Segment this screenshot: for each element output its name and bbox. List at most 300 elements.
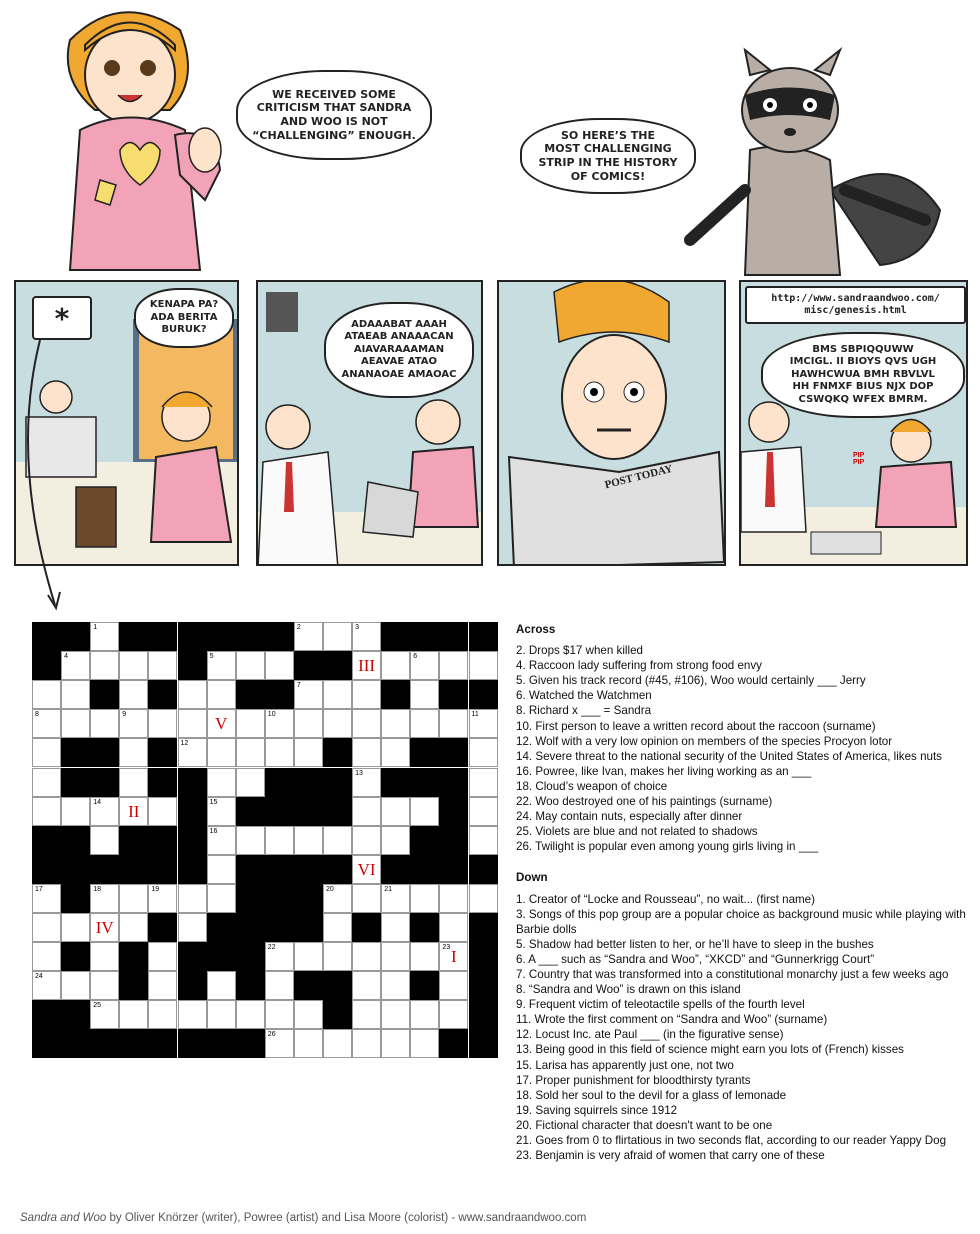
grid-cell[interactable] <box>469 709 498 738</box>
down-clue: 7. Country that was transformed into a constitutional monarchy just a few weeks ago <box>516 967 949 981</box>
grid-cell[interactable] <box>469 768 498 797</box>
sandra-speech-bubble: WE RECEIVED SOME CRITICISM THAT SANDRA AND WOO IS NOT “CHALLENGING” ENOUGH. <box>236 70 432 160</box>
grid-cell[interactable] <box>323 680 352 709</box>
across-clue: 14. Severe threat to the national security of the United States of America, likes nuts <box>516 749 942 763</box>
grid-cell[interactable] <box>381 826 410 855</box>
grid-block <box>119 1029 148 1058</box>
panel-2 <box>256 280 483 566</box>
grid-cell[interactable] <box>61 651 90 680</box>
grid-cell[interactable] <box>265 1000 294 1029</box>
grid-cell[interactable] <box>352 622 381 651</box>
grid-cell[interactable] <box>352 884 381 913</box>
grid-block <box>178 622 207 651</box>
clue-number: 9 <box>122 711 127 719</box>
grid-cell[interactable] <box>119 680 148 709</box>
grid-cell[interactable] <box>178 709 207 738</box>
grid-cell[interactable] <box>352 680 381 709</box>
grid-cell[interactable] <box>119 768 148 797</box>
grid-cell[interactable] <box>265 1029 294 1058</box>
across-clue: 5. Given his track record (#45, #106), Woo would certainly ___ Jerry <box>516 674 866 688</box>
grid-block <box>352 913 381 942</box>
clue-number: 20 <box>326 885 334 893</box>
grid-cell[interactable] <box>439 942 468 971</box>
grid-cell[interactable] <box>323 1029 352 1058</box>
grid-cell[interactable] <box>119 651 148 680</box>
grid-block <box>61 855 90 884</box>
woo-figure <box>690 50 940 275</box>
grid-cell[interactable] <box>236 1000 265 1029</box>
grid-cell[interactable] <box>178 680 207 709</box>
down-clue: 1. Creator of “Locke and Rousseau”, no wait... (first name) <box>516 892 815 906</box>
grid-cell[interactable] <box>410 797 439 826</box>
grid-block <box>119 942 148 971</box>
grid-cell[interactable] <box>119 1000 148 1029</box>
grid-cell[interactable] <box>469 651 498 680</box>
across-clue: 6. Watched the Watchmen <box>516 689 652 703</box>
grid-cell[interactable] <box>236 768 265 797</box>
grid-cell[interactable] <box>265 738 294 767</box>
grid-cell[interactable] <box>207 768 236 797</box>
grid-cell[interactable] <box>178 1000 207 1029</box>
grid-block <box>148 622 177 651</box>
grid-block <box>410 768 439 797</box>
grid-block <box>61 826 90 855</box>
panel-3 <box>497 280 726 566</box>
grid-block <box>178 797 207 826</box>
grid-cell[interactable] <box>90 1000 119 1029</box>
grid-cell[interactable] <box>61 971 90 1000</box>
clue-number: 5 <box>209 653 214 661</box>
grid-cell[interactable] <box>207 884 236 913</box>
down-clue: 8. “Sandra and Woo” is drawn on this island <box>516 983 741 997</box>
grid-cell[interactable] <box>439 884 468 913</box>
panel-2-bubble: ADAAABAT AAAH ATAEAB ANAAACAN AIAVARAAAMAN AEAVAE ATAO ANANAOAE AMAOAC <box>324 302 474 398</box>
across-clue: 12. Wolf with a very low opinion on members of the species Procyon lotor <box>516 734 893 748</box>
grid-cell[interactable] <box>410 680 439 709</box>
grid-cell[interactable] <box>207 709 236 738</box>
grid-cell[interactable] <box>439 1000 468 1029</box>
grid-cell[interactable] <box>90 942 119 971</box>
across-clue: 10. First person to leave a written record about the raccoon (surname) <box>516 719 876 733</box>
grid-block <box>119 971 148 1000</box>
grid-cell[interactable] <box>90 971 119 1000</box>
grid-block <box>32 855 61 884</box>
grid-cell[interactable] <box>61 913 90 942</box>
grid-block <box>178 1029 207 1058</box>
panel-1-bubble: KENAPA PA? ADA BERITA BURUK? <box>134 288 234 348</box>
grid-block <box>207 942 236 971</box>
grid-block <box>265 622 294 651</box>
grid-cell[interactable] <box>148 884 177 913</box>
across-heading: Across <box>516 623 556 636</box>
credit-line <box>20 1212 586 1224</box>
sandra-figure <box>68 12 221 270</box>
grid-cell[interactable] <box>32 768 61 797</box>
solution-marker: VI <box>357 859 376 879</box>
clue-number: 24 <box>35 973 43 981</box>
panel-4 <box>739 280 968 566</box>
grid-cell[interactable] <box>148 971 177 1000</box>
grid-cell[interactable] <box>207 855 236 884</box>
down-clue: 18. Sold her soul to the devil for a glass of lemonade <box>516 1088 787 1102</box>
grid-cell[interactable] <box>352 651 381 680</box>
grid-block <box>265 913 294 942</box>
grid-cell[interactable] <box>469 738 498 767</box>
solution-marker: IV <box>95 918 114 937</box>
grid-cell[interactable] <box>294 1000 323 1029</box>
grid-cell[interactable] <box>381 738 410 767</box>
grid-cell[interactable] <box>32 913 61 942</box>
grid-cell[interactable] <box>32 797 61 826</box>
grid-cell[interactable] <box>90 797 119 826</box>
grid-block <box>410 971 439 1000</box>
grid-cell[interactable] <box>119 884 148 913</box>
grid-cell[interactable] <box>410 651 439 680</box>
grid-block <box>469 1029 498 1058</box>
grid-cell[interactable] <box>178 884 207 913</box>
grid-block <box>61 1029 90 1058</box>
grid-cell[interactable] <box>352 797 381 826</box>
grid-cell[interactable] <box>352 855 381 884</box>
grid-cell[interactable] <box>469 797 498 826</box>
grid-cell[interactable] <box>61 709 90 738</box>
clue-number: 14 <box>93 798 101 806</box>
across-clues <box>516 643 966 854</box>
grid-cell[interactable] <box>207 797 236 826</box>
grid-block <box>178 768 207 797</box>
grid-cell[interactable] <box>294 942 323 971</box>
clue-number: 22 <box>267 944 276 952</box>
grid-block <box>469 680 498 709</box>
grid-cell[interactable] <box>439 913 468 942</box>
grid-cell[interactable] <box>236 709 265 738</box>
grid-block <box>148 1029 177 1058</box>
clue-number: 16 <box>209 827 218 835</box>
grid-cell[interactable] <box>323 942 352 971</box>
grid-cell[interactable] <box>323 709 352 738</box>
clue-number: 12 <box>180 740 189 748</box>
asterisk-sign: * <box>32 296 92 340</box>
grid-cell[interactable] <box>381 942 410 971</box>
clue-number: 19 <box>151 885 160 893</box>
grid-cell[interactable] <box>410 884 439 913</box>
down-clue: 11. Wrote the first comment on “Sandra and Woo” (surname) <box>516 1013 828 1027</box>
grid-cell[interactable] <box>352 738 381 767</box>
comic-strip <box>0 0 980 600</box>
grid-cell[interactable] <box>207 738 236 767</box>
clue-number: 2 <box>296 624 301 631</box>
grid-cell[interactable] <box>90 651 119 680</box>
grid-cell[interactable] <box>410 1029 439 1058</box>
grid-block <box>148 826 177 855</box>
grid-cell[interactable] <box>207 826 236 855</box>
down-clue: 5. Shadow had better listen to her, or he’ll have to sleep in the bushes <box>516 937 874 951</box>
crossword-grid[interactable] <box>32 622 498 1057</box>
grid-cell[interactable] <box>410 942 439 971</box>
grid-block <box>323 797 352 826</box>
across-clue: 2. Drops $17 when killed <box>516 644 643 658</box>
grid-block <box>32 1029 61 1058</box>
grid-block <box>148 913 177 942</box>
grid-cell[interactable] <box>323 622 352 651</box>
grid-block <box>236 1029 265 1058</box>
grid-cell[interactable] <box>148 709 177 738</box>
grid-cell[interactable] <box>352 1000 381 1029</box>
down-clue: 15. Larisa has apparently just one, not two <box>516 1058 734 1072</box>
grid-cell[interactable] <box>119 913 148 942</box>
down-clue: 9. Frequent victim of teleotactile spells of the fourth level <box>516 998 805 1012</box>
grid-cell[interactable] <box>469 826 498 855</box>
grid-cell[interactable] <box>119 797 148 826</box>
clue-number: 17 <box>35 885 43 893</box>
grid-cell[interactable] <box>352 826 381 855</box>
grid-block <box>148 855 177 884</box>
grid-cell[interactable] <box>294 709 323 738</box>
grid-cell[interactable] <box>148 1000 177 1029</box>
grid-cell[interactable] <box>381 913 410 942</box>
grid-block <box>32 826 61 855</box>
grid-block <box>323 971 352 1000</box>
clue-number: 10 <box>267 711 276 719</box>
grid-block <box>439 826 468 855</box>
grid-block <box>148 680 177 709</box>
grid-cell[interactable] <box>381 884 410 913</box>
grid-block <box>323 768 352 797</box>
clue-number: 3 <box>355 624 359 631</box>
grid-cell[interactable] <box>410 1000 439 1029</box>
across-clue: 24. May contain nuts, especially after dinner <box>516 810 743 824</box>
grid-cell[interactable] <box>294 826 323 855</box>
grid-cell[interactable] <box>90 709 119 738</box>
grid-block <box>90 738 119 767</box>
grid-block <box>381 680 410 709</box>
down-clue: 19. Saving squirrels since 1912 <box>516 1103 678 1117</box>
grid-block <box>323 738 352 767</box>
grid-cell[interactable] <box>61 797 90 826</box>
grid-cell[interactable] <box>352 709 381 738</box>
credit-text: by Oliver Knörzer (writer), Powree (artist) and Lisa Moore (colorist) - www.sandraandwoo.com <box>106 1212 587 1224</box>
grid-block <box>294 797 323 826</box>
grid-block <box>381 855 410 884</box>
clue-number: 23 <box>442 944 451 952</box>
grid-cell[interactable] <box>236 651 265 680</box>
grid-block <box>439 797 468 826</box>
grid-cell[interactable] <box>236 826 265 855</box>
grid-block <box>323 855 352 884</box>
down-clue: 17. Proper punishment for bloodthirsty tyrants <box>516 1073 751 1087</box>
grid-block <box>439 1029 468 1058</box>
grid-block <box>381 622 410 651</box>
grid-block <box>207 622 236 651</box>
grid-block <box>294 651 323 680</box>
clue-number: 18 <box>93 885 101 893</box>
grid-block <box>32 622 61 651</box>
grid-block <box>90 855 119 884</box>
grid-block <box>119 855 148 884</box>
across-clue: 18. Cloud’s weapon of choice <box>516 779 668 793</box>
grid-block <box>90 680 119 709</box>
grid-cell[interactable] <box>381 971 410 1000</box>
grid-cell[interactable] <box>265 709 294 738</box>
grid-block <box>207 1029 236 1058</box>
grid-block <box>61 768 90 797</box>
url-caption: http://www.sandraandwoo.com/ misc/genesis.html <box>745 286 966 324</box>
grid-block <box>148 768 177 797</box>
grid-block <box>178 651 207 680</box>
clue-number: 11 <box>471 711 479 719</box>
grid-cell[interactable] <box>352 971 381 1000</box>
grid-cell[interactable] <box>323 826 352 855</box>
grid-cell[interactable] <box>469 884 498 913</box>
down-clue: 3. Songs of this pop group are a popular choice as background music while playing with Barbie dolls <box>516 907 966 936</box>
grid-cell[interactable] <box>265 942 294 971</box>
grid-block <box>32 1000 61 1029</box>
grid-cell[interactable] <box>352 942 381 971</box>
grid-block <box>294 855 323 884</box>
grid-block <box>236 971 265 1000</box>
grid-block <box>410 855 439 884</box>
grid-block <box>236 913 265 942</box>
grid-cell[interactable] <box>148 797 177 826</box>
clue-number: 6 <box>413 653 418 661</box>
grid-block <box>265 680 294 709</box>
grid-cell[interactable] <box>32 971 61 1000</box>
grid-cell[interactable] <box>207 1000 236 1029</box>
grid-cell[interactable] <box>32 942 61 971</box>
clue-number: 21 <box>384 885 392 893</box>
clue-number: 7 <box>296 682 301 690</box>
grid-cell[interactable] <box>90 884 119 913</box>
across-clue: 25. Violets are blue and not related to shadows <box>516 825 758 839</box>
grid-block <box>439 622 468 651</box>
grid-block <box>469 622 498 651</box>
grid-cell[interactable] <box>90 826 119 855</box>
grid-cell[interactable] <box>381 709 410 738</box>
grid-cell[interactable] <box>32 680 61 709</box>
grid-cell[interactable] <box>207 680 236 709</box>
grid-block <box>469 1000 498 1029</box>
grid-cell[interactable] <box>61 680 90 709</box>
grid-cell[interactable] <box>439 709 468 738</box>
grid-block <box>178 855 207 884</box>
grid-cell[interactable] <box>381 1000 410 1029</box>
grid-block <box>236 884 265 913</box>
down-clue: 6. A ___ such as “Sandra and Woo”, “XKCD” and “Gunnerkrigg Court” <box>516 952 875 966</box>
down-heading: Down <box>516 871 548 885</box>
grid-cell[interactable] <box>294 622 323 651</box>
grid-block <box>61 738 90 767</box>
grid-cell[interactable] <box>265 651 294 680</box>
grid-cell[interactable] <box>178 738 207 767</box>
grid-block <box>61 622 90 651</box>
grid-cell[interactable] <box>32 738 61 767</box>
grid-cell[interactable] <box>410 709 439 738</box>
solution-marker: III <box>358 656 376 676</box>
grid-block <box>178 826 207 855</box>
grid-cell[interactable] <box>352 768 381 797</box>
grid-cell[interactable] <box>90 913 119 942</box>
grid-block <box>236 855 265 884</box>
grid-block <box>61 942 90 971</box>
grid-cell[interactable] <box>236 738 265 767</box>
across-clue: 22. Woo destroyed one of his paintings (surname) <box>516 795 773 809</box>
grid-block <box>294 884 323 913</box>
grid-cell[interactable] <box>381 797 410 826</box>
grid-block <box>469 971 498 1000</box>
grid-block <box>178 942 207 971</box>
grid-cell[interactable] <box>381 1029 410 1058</box>
grid-cell[interactable] <box>119 709 148 738</box>
grid-cell[interactable] <box>265 826 294 855</box>
grid-cell[interactable] <box>294 1029 323 1058</box>
grid-cell[interactable] <box>265 971 294 1000</box>
grid-block <box>32 651 61 680</box>
grid-cell[interactable] <box>439 971 468 1000</box>
grid-cell[interactable] <box>207 971 236 1000</box>
grid-cell[interactable] <box>294 680 323 709</box>
grid-block <box>90 768 119 797</box>
across-clue: 8. Richard x ___ = Sandra <box>516 704 652 718</box>
pip-sound: PIP PIP <box>853 452 865 466</box>
grid-block <box>265 884 294 913</box>
across-clue: 4. Raccoon lady suffering from strong food envy <box>516 659 762 673</box>
grid-block <box>439 768 468 797</box>
clue-number: 15 <box>209 798 218 806</box>
grid-cell[interactable] <box>119 738 148 767</box>
down-clue: 12. Locust Inc. ate Paul ___ (in the figurative sense) <box>516 1028 784 1042</box>
grid-cell[interactable] <box>148 942 177 971</box>
grid-block <box>207 913 236 942</box>
grid-block <box>265 855 294 884</box>
grid-cell[interactable] <box>32 709 61 738</box>
grid-block <box>148 738 177 767</box>
down-clue: 21. Goes from 0 to flirtatious in two seconds flat, according to our reader Yappy Dog <box>516 1134 947 1147</box>
grid-cell[interactable] <box>148 651 177 680</box>
grid-block <box>469 913 498 942</box>
grid-cell[interactable] <box>381 651 410 680</box>
down-clue: 20. Fictional character that doesn't want to be one <box>516 1118 773 1132</box>
panel-4-art <box>741 282 968 566</box>
grid-block <box>236 797 265 826</box>
grid-cell[interactable] <box>294 738 323 767</box>
across-clue: 16. Powree, like Ivan, makes her living working as an ___ <box>516 764 812 778</box>
down-clue: 13. Being good in this field of science might earn you lots of (French) kisses <box>516 1043 904 1057</box>
credit-title: Sandra and Woo <box>20 1212 107 1224</box>
grid-cell[interactable] <box>178 913 207 942</box>
grid-cell[interactable] <box>32 884 61 913</box>
solution-marker: I <box>451 947 457 967</box>
grid-cell[interactable] <box>352 1029 381 1058</box>
panel-3-art <box>499 282 726 566</box>
grid-cell[interactable] <box>90 622 119 651</box>
grid-cell[interactable] <box>439 651 468 680</box>
clue-number: 4 <box>64 653 68 661</box>
grid-block <box>61 884 90 913</box>
grid-cell[interactable] <box>207 651 236 680</box>
grid-block <box>469 855 498 884</box>
solution-marker: V <box>214 714 228 734</box>
grid-block <box>90 1029 119 1058</box>
grid-cell[interactable] <box>323 913 352 942</box>
panel-4-bubble: BMS SBPIQQUWW IMCIGL. II BIOYS QVS UGH HAWHCWUA BMH RBVLVL HH FNMXF BIUS NJX DOP CSWQKQ WFEX BMRM. <box>761 332 965 418</box>
grid-block <box>439 680 468 709</box>
arrow-to-crossword <box>0 260 80 620</box>
grid-block <box>236 622 265 651</box>
grid-block <box>469 942 498 971</box>
grid-block <box>294 971 323 1000</box>
grid-cell[interactable] <box>323 884 352 913</box>
grid-block <box>410 622 439 651</box>
